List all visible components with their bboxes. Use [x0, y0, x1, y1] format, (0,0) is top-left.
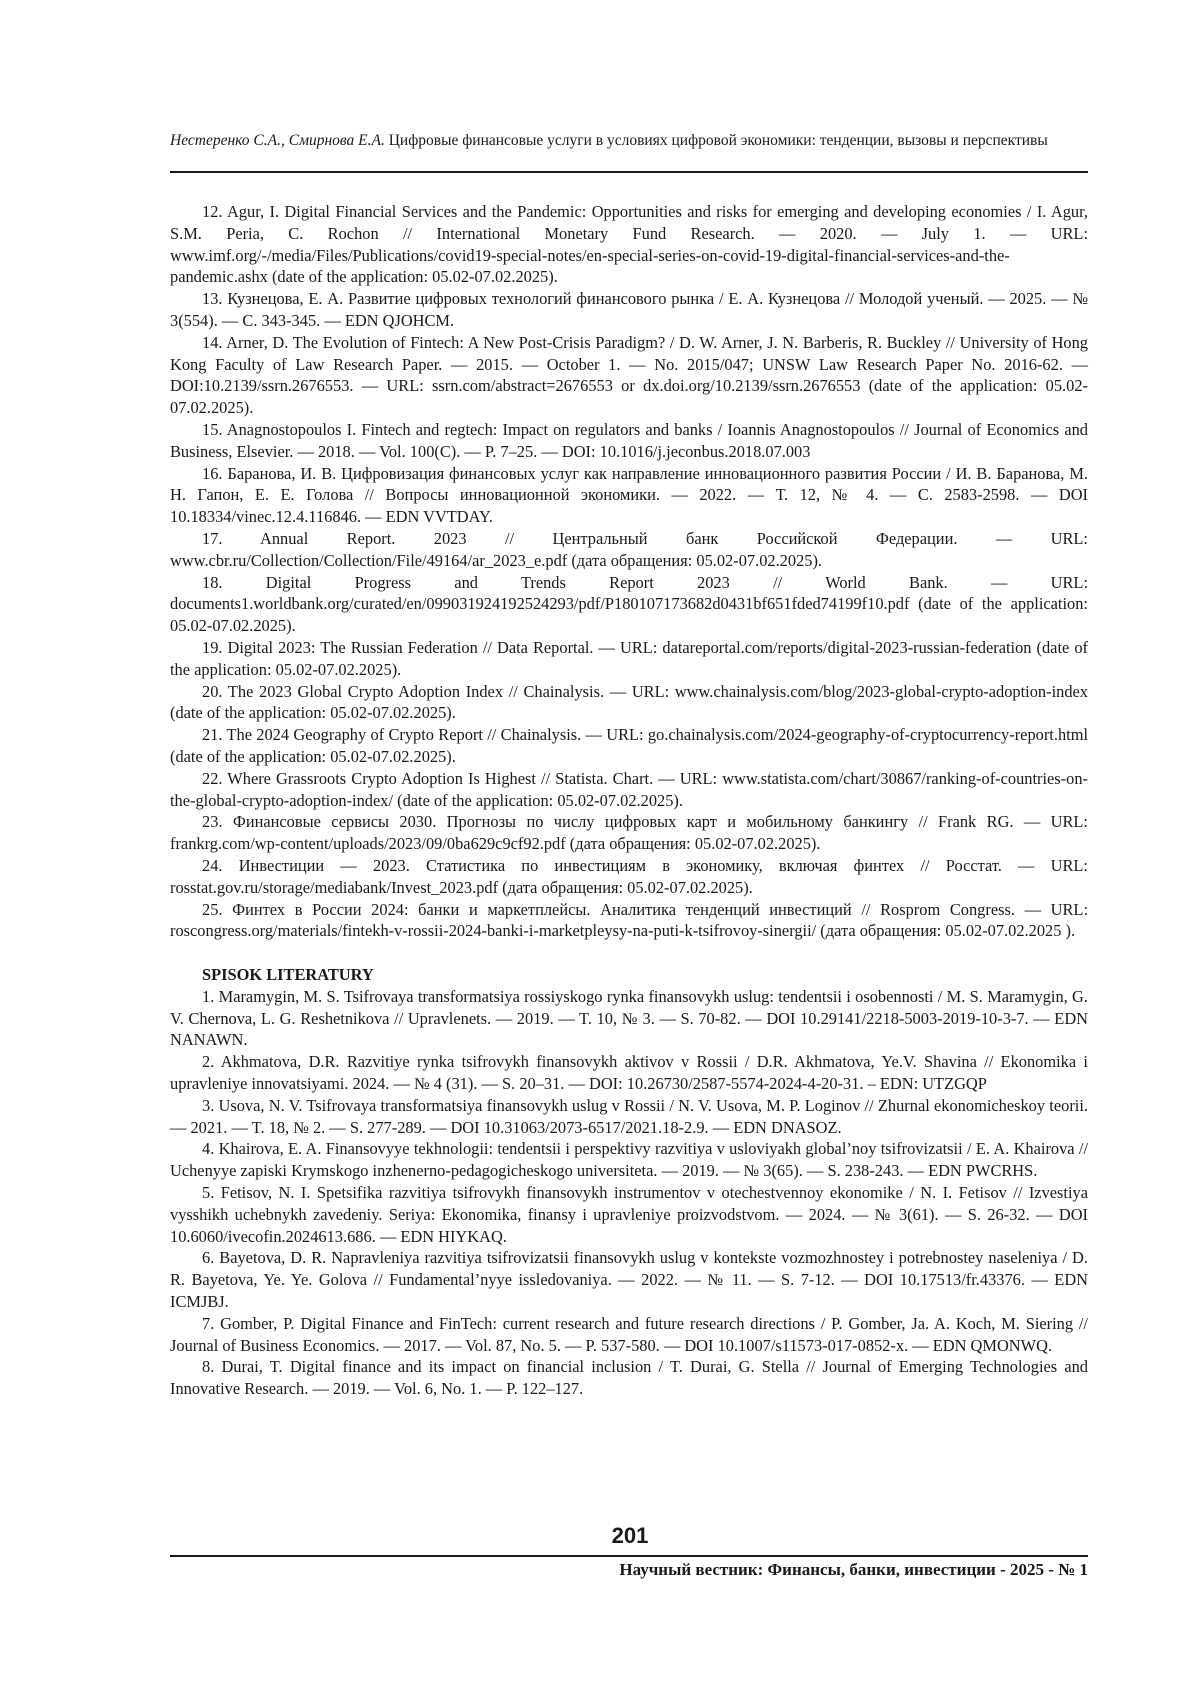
reference-item-16: 16. Баранова, И. В. Цифровизация финансовых услуг как направление инновационного развития России / И. В. Баранова, М. Н. Гапон, Е. Е. Голова // Вопросы инновационной экономики. — 2022. — Т. 12, № 4. — С. 2583-2598. — DOI 10.18334/vinec.12.4.116846. — EDN VVTDAY. — [170, 463, 1088, 527]
translit-reference-item-8: 8. Durai, T. Digital finance and its impact on financial inclusion / T. Durai, G. Stella // Journal of Emerging Technologies and Innovative Research. — 2019. — Vol. 6, No. 1. — P. 122–127. — [170, 1357, 1088, 1399]
reference-item-19: 19. Digital 2023: The Russian Federation // Data Reportal. — URL: datareportal.com/reports/digital-2023-russian-federation (date of the application: 05.02-07.02.2025). — [170, 637, 1088, 679]
header-title: Цифровые финансовые услуги в условиях цифровой экономики: тенденции, вызовы и перспективы — [388, 132, 1048, 149]
reference-list — [170, 201, 1088, 1400]
reference-item-14: 14. Arner, D. The Evolution of Fintech: A New Post-Crisis Paradigm? / D. W. Arner, J. N. Barberis, R. Buckley // University of Hong Kong Faculty of Law Research Paper. — 2015. — October 1. — No. 2015/047; UNSW Law Research Paper No. 2016-62. — DOI:10.2139/ssrn.2676553. — URL: ssrn.com/abstract=2676553 or dx.doi.org/10.2139/ssrn.2676553 (date of the application: 05.02-07.02.2025). — [170, 332, 1088, 418]
journal-footer: Научный вестник: Финансы, банки, инвестиции - 2025 - № 1 — [619, 1560, 1088, 1579]
reference-item-20: 20. The 2023 Global Crypto Adoption Index // Chainalysis. — URL: www.chainalysis.com/blog/2023-global-crypto-adoption-index (date of the application: 05.02-07.02.2025). — [170, 681, 1088, 723]
translit-reference-item-5: 5. Fetisov, N. I. Spetsifika razvitiya tsifrovykh finansovykh instrumentov v otechestvennoy ekonomike / N. I. Fetisov // Izvestiya vysshikh uchebnykh zavedeniy. Seriya: Ekonomika, finansy i upravleniye proizvodstvom. — 2024. — № 3(61). — S. 26-32. — DOI 10.6060/ivecofin.2024613.686. — EDN HIYKAQ. — [170, 1183, 1088, 1246]
translit-reference-item-1: 1. Maramygin, M. S. Tsifrovaya transformatsiya rossiyskogo rynka finansovykh uslug: tendentsii i osobennosti / M. S. Maramygin, G. V. Chernova, L. G. Reshetnikova // Upravlenets. — 2019. — T. 10, № 3. — S. 70-82. — DOI 10.29141/2218-5003-2019-10-3-7. — EDN NANAWN. — [170, 986, 1088, 1050]
translit-reference-item-6: 6. Bayetova, D. R. Napravleniya razvitiya tsifrovizatsii finansovykh uslug v kontekste vozmozhnostey i potrebnostey naseleniya / D. R. Bayetova, Ye. Ye. Golova // Fundamental’nyye issledovaniya. — 2022. — № 11. — S. 7-12. — DOI 10.17513/fr.43376. — EDN ICMJBJ. — [170, 1248, 1088, 1312]
reference-item-23: 23. Финансовые сервисы 2030. Прогнозы по числу цифровых карт и мобильному банкингу // Frank RG. — URL: frankrg.com/wp-content/uploads/2023/09/0ba629c9cf92.pdf (дата обращения: 05.02-07.02.2025). — [170, 812, 1088, 854]
translit-reference-item-4: 4. Khairova, E. A. Finansovyye tekhnologii: tendentsii i perspektivy razvitiya v usloviyakh global’noy tsifrovizatsii / E. A. Khairova // Uchenyye zapiski Krymskogo inzhenerno-pedagogicheskogo universiteta. — 2019. — № 3(65). — S. 238-243. — EDN PWCRHS. — [170, 1139, 1088, 1181]
reference-item-15: 15. Anagnostopoulos I. Fintech and regtech: Impact on regulators and banks / Ioannis Anagnostopoulos // Journal of Economics and Business, Elsevier. — 2018. — Vol. 100(C). — P. 7–25. — DOI: 10.1016/j.jeconbus.2018.07.003 — [170, 419, 1088, 461]
header-divider — [170, 171, 1088, 173]
footer-divider — [170, 1555, 1088, 1557]
reference-item-21: 21. The 2024 Geography of Crypto Report // Chainalysis. — URL: go.chainalysis.com/2024-geography-of-cryptocurrency-report.html (date of the application: 05.02-07.02.2025). — [170, 725, 1088, 766]
reference-item-24: 24. Инвестиции — 2023. Статистика по инвестициям в экономику, включая финтех // Росстат. — URL: rosstat.gov.ru/storage/mediabank/Invest_2023.pdf (дата обращения: 05.02-07.02.2025). — [170, 855, 1088, 897]
reference-item-22: 22. Where Grassroots Crypto Adoption Is Highest // Statista. Chart. — URL: www.statista.com/chart/30867/ranking-of-countries-on-the-global-crypto-adoption-index/ (date of the application: 05.02-07.02.2025). — [170, 768, 1088, 810]
reference-item-17: 17. Annual Report. 2023 // Центральный банк Российской Федерации. — URL: www.cbr.ru/Collection/Collection/File/49164/ar_2023_e.pdf (дата обращения: 05.02-07.02.2025). — [170, 528, 1088, 570]
running-header — [170, 131, 1088, 151]
page-number: 201 — [611, 1523, 649, 1548]
reference-item-18: 18. Digital Progress and Trends Report 2023 // World Bank. — URL: documents1.worldbank.org/curated/en/099031924192524293/pdf/P180107173682d0431bf651fded74199f10.pdf (date of the application: 05.02-07.02.2025). — [170, 572, 1088, 636]
reference-item-13: 13. Кузнецова, Е. А. Развитие цифровых технологий финансового рынка / Е. А. Кузнецова // Молодой ученый. — 2025. — № 3(554). — С. 343-345. — EDN QJOHCM. — [170, 289, 1088, 330]
reference-item-12: 12. Agur, I. Digital Financial Services and the Pandemic: Opportunities and risks for emerging and developing economies / I. Agur, S.M. Peria, C. Rochon // International Monetary Fund Research. — 2020. — July 1. — URL: www.imf.org/-/media/Files/Publications/covid19-special-notes/en-special-series-on-covid-19-digital-financial-services-and-the-pandemic.ashx (date of the application: 05.02-07.02.2025). — [170, 202, 1088, 287]
translit-reference-item-3: 3. Usova, N. V. Tsifrovaya transformatsiya finansovykh uslug v Rossii / N. V. Usova, M. P. Loginov // Zhurnal ekonomicheskoy teorii. — 2021. — T. 18, № 2. — S. 277-289. — DOI 10.31063/2073-6517/2021.18-2.9. — EDN DNASOZ. — [170, 1095, 1088, 1137]
section-heading: SPISOK LITERATURY — [202, 965, 374, 985]
reference-item-25: 25. Финтех в России 2024: банки и маркетплейсы. Аналитика тенденций инвестиций // Rosprom Congress. — URL: roscongress.org/materials/fintekh-v-rossii-2024-banki-i-marketpleysy-na-puti-k-tsifrovoy-sinergii/ (дата обращения: 05.02-07.02.2025 ). — [170, 899, 1088, 941]
translit-reference-item-7: 7. Gomber, P. Digital Finance and FinTech: current research and future research directions / P. Gomber, Ja. A. Koch, M. Siering // Journal of Business Economics. — 2017. — Vol. 87, No. 5. — P. 537-580. — DOI 10.1007/s11573-017-0852-x. — EDN QMONWQ. — [170, 1313, 1088, 1355]
translit-reference-item-2: 2. Akhmatova, D.R. Razvitiye rynka tsifrovykh finansovykh aktivov v Rossii / D.R. Akhmatova, Ye.V. Shavina // Ekonomika i upravleniye innovatsiyami. 2024. — № 4 (31). — S. 20–31. — DOI: 10.26730/2587-5574-2024-4-20-31. – EDN: UTZGQP — [170, 1052, 1088, 1094]
header-authors: Нестеренко С.А., Смирнова Е.А. — [170, 132, 385, 149]
